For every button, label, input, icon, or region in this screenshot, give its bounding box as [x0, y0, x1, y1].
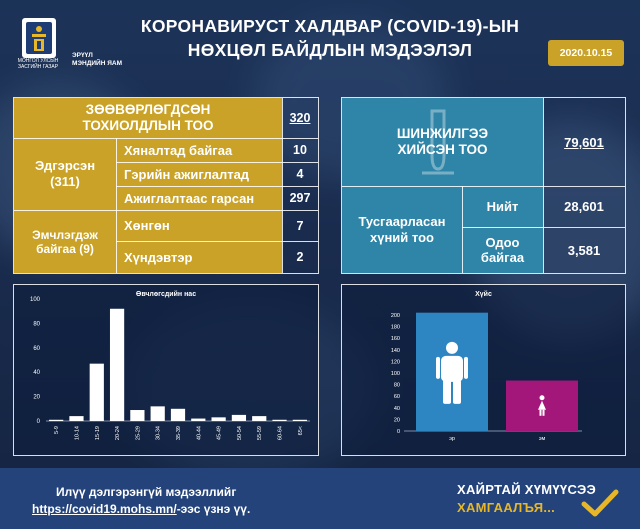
age-x-tick-label: 45-49	[216, 426, 223, 441]
treatment-group-label: Эмчлэгдэж байгаа (9)	[14, 210, 116, 273]
isolated-label: Тусгаарласан хүний тоо	[342, 186, 462, 273]
age-x-tick-label: 65<	[297, 426, 304, 436]
gender-y-tick-label: 80	[393, 382, 400, 389]
age-x-tick-label: 25-29	[135, 426, 142, 441]
row-label-mild: Хөнгөн	[116, 210, 282, 241]
isolated-total-label: Нийт	[462, 186, 543, 227]
age-bar	[232, 415, 246, 421]
age-bar	[293, 420, 307, 421]
row-value-released: 297	[289, 191, 311, 205]
row-label-moderate: Хүндэвтэр	[116, 241, 282, 273]
gender-y-tick-label: 20	[393, 417, 400, 424]
age-bar	[90, 364, 104, 421]
gender-x-tick-label: эр	[449, 436, 455, 442]
isolated-total-value: 28,601	[564, 199, 604, 214]
age-x-tick-label: 50-54	[236, 426, 243, 441]
age-x-tick-label: 15-19	[94, 426, 101, 441]
age-y-tick-label: 0	[36, 419, 40, 425]
gender-y-tick-label: 100	[390, 371, 400, 377]
logo-caption: МОНГОЛ УЛСЫН ЗАСГИЙН ГАЗАР	[17, 58, 59, 70]
date-badge: 2020.10.15	[548, 40, 624, 66]
ministry-line-2: МЭНДИЙН ЯАМ	[72, 60, 122, 67]
age-bar	[272, 420, 286, 421]
gender-y-tick-label: 200	[390, 313, 400, 319]
gender-y-tick-label: 140	[390, 347, 400, 354]
age-chart-title: Өвчлөгсдийн нас	[135, 291, 197, 298]
age-x-tick-label: 20-24	[115, 426, 122, 441]
tested-label	[342, 98, 543, 186]
recovered-group-label: Эдгэрсэн (311)	[14, 138, 116, 210]
age-bar	[151, 406, 165, 421]
age-bar	[171, 409, 185, 421]
age-x-tick-label: 5-9	[54, 426, 61, 434]
row-label-monitoring: Хяналтад байгаа	[116, 138, 282, 162]
link-suffix: -ээс үзнэ үү.	[176, 502, 251, 516]
age-bar	[130, 410, 144, 421]
age-bar	[212, 417, 226, 421]
age-y-tick-label: 40	[33, 370, 40, 377]
tested-label-text: ШИНЖИЛГЭЭ ХИЙСЭН ТОО	[396, 126, 489, 157]
gender-y-tick-label: 160	[390, 336, 400, 343]
page-title-line-2: НӨХЦӨЛ БАЙДЛЫН МЭДЭЭЛЭЛ	[187, 40, 473, 60]
row-label-home-observation: Гэрийн ажиглалтад	[116, 162, 282, 186]
age-y-tick-label: 100	[29, 297, 40, 303]
age-bar	[191, 419, 205, 421]
gender-chart-title: Хүйс	[475, 291, 492, 298]
gender-chart-panel	[341, 284, 626, 456]
gender-y-tick-label: 180	[390, 324, 400, 331]
checkmark-icon	[580, 488, 620, 518]
gender-y-tick-label: 40	[393, 405, 400, 412]
age-x-tick-label: 35-39	[176, 426, 182, 441]
age-bar	[69, 416, 83, 421]
age-y-tick-label: 20	[33, 394, 40, 401]
row-value-monitoring: 10	[293, 143, 307, 157]
row-value-home-observation: 4	[296, 167, 304, 181]
row-value-mild: 7	[296, 218, 304, 233]
age-x-tick-label: 10-14	[74, 426, 81, 441]
age-chart	[14, 285, 318, 455]
age-x-tick-label: 40-44	[196, 426, 203, 441]
tested-value: 79,601	[564, 134, 604, 150]
page-title-line-1: КОРОНАВИРУСТ ХАЛДВАР (COVID-19)-ЫН	[140, 16, 520, 36]
covid-site-link[interactable]: https://covid19.mohs.mn/	[32, 502, 177, 516]
cases-header: ЗӨӨВӨРЛӨГДСӨН ТОХИОЛДЛЫН ТОО	[14, 98, 282, 138]
ministry-name	[72, 52, 122, 68]
more-info-line	[32, 502, 250, 516]
ministry-line-1: ЭРҮҮЛ	[72, 52, 93, 59]
row-value-moderate: 2	[296, 250, 304, 264]
age-y-tick-label: 60	[33, 345, 40, 352]
age-bar	[252, 416, 266, 421]
cases-table	[13, 97, 319, 274]
isolated-current-value: 3,581	[567, 242, 601, 258]
age-x-tick-label: 60-64	[277, 426, 284, 441]
gender-chart	[342, 285, 625, 455]
gender-y-tick-label: 0	[396, 429, 400, 435]
slogan-line-1: ХАЙРТАЙ ХҮМҮҮСЭЭ	[457, 482, 597, 497]
gender-y-tick-label: 60	[393, 394, 400, 401]
age-chart-panel	[13, 284, 319, 456]
gender-x-tick-label: эм	[538, 436, 546, 442]
age-y-tick-label: 80	[33, 321, 40, 328]
slogan-line-2: ХАМГААЛЪЯ...	[457, 500, 556, 515]
age-bar	[110, 309, 124, 421]
age-x-tick-label: 30-34	[155, 426, 162, 441]
age-bar	[49, 420, 63, 421]
age-x-tick-label: 55-59	[257, 426, 264, 441]
isolated-current-label: Одоо байгаа	[462, 227, 543, 273]
row-label-released: Ажиглалтаас гарсан	[116, 186, 282, 210]
more-info-text: Илүү дэлгэрэнгүй мэдээллийг	[56, 485, 237, 499]
gender-y-tick-label: 120	[390, 359, 400, 366]
cases-total: 320	[289, 111, 311, 125]
tests-table	[341, 97, 626, 274]
